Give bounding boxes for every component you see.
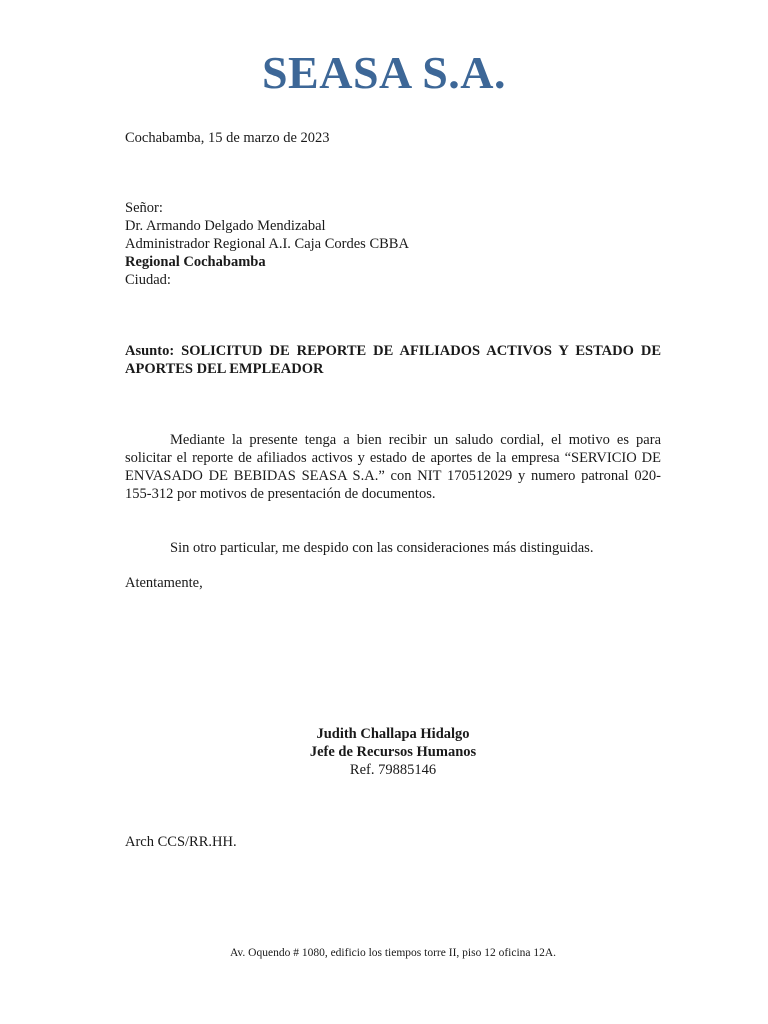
subject-line (125, 342, 661, 378)
recipient-office: Regional Cochabamba (125, 254, 266, 270)
recipient-name: Dr. Armando Delgado Mendizabal (125, 218, 326, 234)
subject-text: SOLICITUD DE REPORTE DE AFILIADOS ACTIVOS Y ESTADO DE APORTES DEL EMPLEADOR (125, 343, 662, 377)
signatory-name: Judith Challapa Hidalgo (316, 726, 470, 742)
signatory-title: Jefe de Recursos Humanos (309, 744, 477, 760)
recipient-city: Ciudad: (125, 272, 171, 288)
signatory-reference: Ref. 79885146 (349, 762, 437, 778)
place-date: Cochabamba, 15 de marzo de 2023 (125, 130, 330, 146)
farewell: Atentamente, (125, 575, 203, 591)
body-paragraph: Mediante la presente tenga a bien recibir un saludo cordial, el motivo es para solicitar el reporte de afiliados activos y estado de aportes de la empresa “SERVICIO DE ENVASADO DE BEBIDAS SEASA S.A.” con NIT 170512029 y numero patronal 020-155-312 por motivos de presentación de documentos. (125, 432, 661, 502)
archive-note: Arch CCS/RR.HH. (125, 834, 237, 850)
recipient-block (125, 199, 409, 289)
footer-address: Av. Oquendo # 1080, edificio los tiempos torre II, piso 12 oficina 12A. (229, 947, 557, 959)
closing-paragraph: Sin otro particular, me despido con las consideraciones más distinguidas. (170, 540, 594, 556)
company-title: SEASA S.A. (261, 47, 507, 98)
signature-block (0, 725, 768, 779)
recipient-position: Administrador Regional A.I. Caja Cordes CBBA (125, 236, 409, 252)
subject-label: Asunto: (125, 343, 175, 359)
recipient-salutation: Señor: (125, 200, 163, 216)
